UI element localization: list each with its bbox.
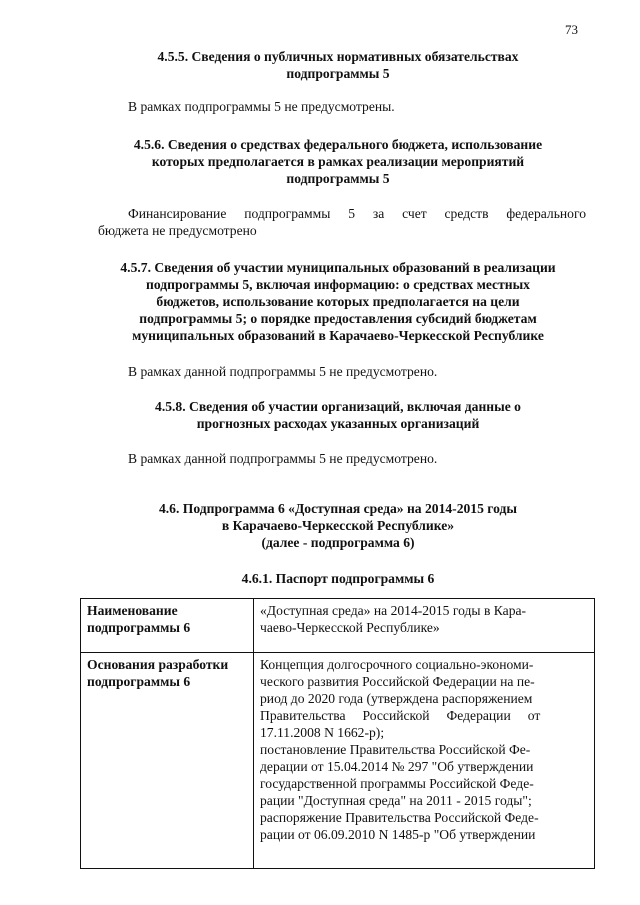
- heading-4-5-7: [78, 259, 598, 344]
- heading-line: в Карачаево-Черкесской Республике»: [221, 518, 455, 533]
- cell-line: риод до 2020 года (утверждена распоряжением: [260, 691, 533, 706]
- cell-line: ческого развития Российской Федерации на пе-: [260, 674, 535, 689]
- table-cell-value: [254, 599, 595, 653]
- table-cell-label: [81, 653, 254, 869]
- table-row: [81, 653, 595, 869]
- paragraph-4-5-5: В рамках подпрограммы 5 не предусмотрены.: [128, 99, 395, 114]
- cell-line: рации от 06.09.2010 N 1485-р "Об утверждении: [260, 827, 536, 842]
- cell-line: 17.11.2008 N 1662-р);: [260, 725, 385, 740]
- heading-line: подпрограммы 5: [286, 171, 390, 186]
- heading-4-5-6: [78, 136, 598, 187]
- passport-table: [80, 598, 595, 869]
- page-number: 73: [565, 22, 578, 37]
- table-row: [81, 599, 595, 653]
- cell-line: подпрограммы 6: [87, 620, 191, 635]
- cell-line: Правительства Российской Федерации от: [260, 708, 541, 723]
- paragraph-4-5-8: В рамках данной подпрограммы 5 не предусмотрено.: [128, 451, 438, 466]
- paragraph-line: Финансирование подпрограммы 5 за счет средств федерального: [128, 206, 586, 221]
- heading-line: 4.6. Подпрограмма 6 «Доступная среда» на 2014-2015 годы: [158, 501, 518, 516]
- cell-line: Основания разработки: [87, 657, 229, 672]
- cell-line: «Доступная среда» на 2014-2015 годы в Кара-: [260, 603, 527, 618]
- cell-line: чаево-Черкесской Республике»: [260, 620, 440, 635]
- heading-line: бюджетов, использование которых предполагается на цели: [156, 294, 520, 309]
- heading-line: которых предполагается в рамках реализации мероприятий: [151, 154, 525, 169]
- cell-line: дерации от 15.04.2014 № 297 "Об утверждении: [260, 759, 534, 774]
- heading-line: (далее - подпрограмма 6): [261, 535, 415, 550]
- heading-line: муниципальных образований в Карачаево-Черкесской Республике: [132, 328, 544, 343]
- table-cell-value: [254, 653, 595, 869]
- cell-line: рации "Доступная среда" на 2011 - 2015 годы";: [260, 793, 532, 808]
- cell-line: распоряжение Правительства Российской Феде-: [260, 810, 539, 825]
- cell-line: Наименование: [87, 603, 178, 618]
- heading-line: подпрограммы 5; о порядке предоставления субсидий бюджетам: [139, 311, 537, 326]
- heading-4-5-5: [78, 48, 598, 82]
- heading-4-6: [78, 500, 598, 551]
- table-cell-label: [81, 599, 254, 653]
- heading-4-6-1: 4.6.1. Паспорт подпрограммы 6: [241, 571, 435, 586]
- heading-4-5-8: [78, 398, 598, 432]
- cell-line: подпрограммы 6: [87, 674, 191, 689]
- heading-line: 4.5.7. Сведения об участии муниципальных образований в реализации: [120, 260, 556, 275]
- cell-line: государственной программы Российской Феде-: [260, 776, 534, 791]
- paragraph-line: бюджета не предусмотрено: [98, 223, 257, 238]
- heading-line: 4.5.5. Сведения о публичных нормативных обязательствах: [157, 49, 519, 64]
- paragraph-4-5-7: В рамках данной подпрограммы 5 не предусмотрено.: [128, 364, 438, 379]
- heading-line: 4.5.8. Сведения об участии организаций, включая данные о: [155, 399, 521, 414]
- cell-line: постановление Правительства Российской Фе-: [260, 742, 531, 757]
- heading-line: подпрограммы 5: [286, 66, 390, 81]
- heading-line: 4.5.6. Сведения о средствах федерального бюджета, использование: [133, 137, 543, 152]
- paragraph-4-5-6: [98, 205, 586, 239]
- cell-line: Концепция долгосрочного социально-экономи-: [260, 657, 534, 672]
- heading-line: подпрограммы 5, включая информацию: о средствах местных: [146, 277, 530, 292]
- heading-line: прогнозных расходах указанных организаций: [196, 416, 480, 431]
